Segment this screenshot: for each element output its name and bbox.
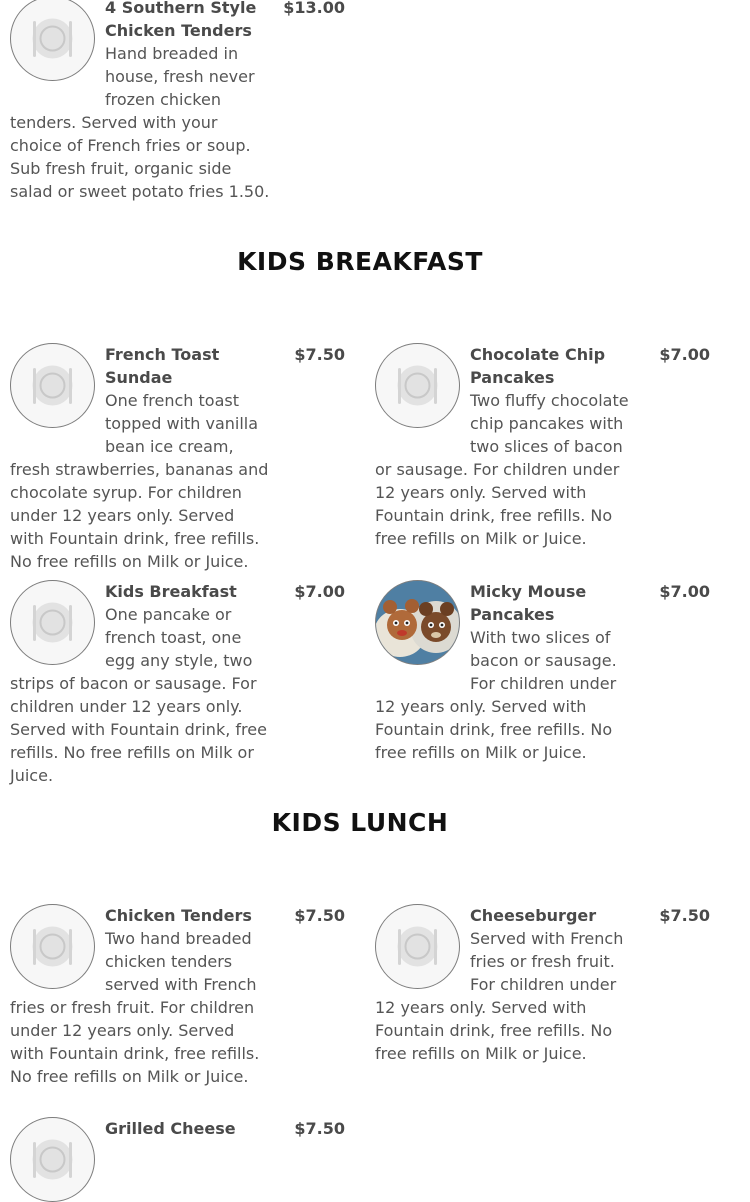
item-price: $7.00: [659, 345, 710, 364]
item-description: One french toast topped with vanilla bean ice cream, fresh strawberries, bananas and chocolate syrup. For children under 12 years only. Served with Fountain drink, free refills. No free refills on Milk or Juice.: [10, 391, 269, 571]
item-name: Chocolate Chip Pancakes: [470, 345, 606, 387]
plate-fork-knife-icon: [10, 580, 95, 665]
plate-fork-knife-icon: [375, 904, 460, 989]
item-description: One pancake or french toast, one egg any style, two strips of bacon or sausage. For children under 12 years only. Served with Fountain drink, free refills. No free refills on Milk or Juice.: [10, 605, 267, 785]
item-price: $7.50: [659, 906, 710, 925]
menu-item[interactable]: [10, 0, 345, 203]
item-name: 4 Southern Style Chicken Tenders: [105, 0, 257, 40]
item-description: Two hand breaded chicken tenders served with French fries or fresh fruit. For children under 12 years only. Served with Fountain drink, free refills. No free refills on Milk or Juice.: [10, 929, 260, 1086]
plate-fork-knife-icon: [10, 343, 95, 428]
item-description: Hand breaded in house, fresh never frozen chicken tenders. Served with your choice of French fries or soup. Sub fresh fruit, organic side salad or sweet potato fries 1.50.: [10, 44, 270, 201]
plate-fork-knife-icon: [375, 343, 460, 428]
menu-item[interactable]: [375, 904, 710, 1065]
item-price: $7.50: [294, 906, 345, 925]
pancake-photo[interactable]: [375, 580, 460, 665]
section-title-kids-breakfast: KIDS BREAKFAST: [237, 247, 483, 276]
item-name: Grilled Cheese: [105, 1119, 236, 1138]
plate-fork-knife-icon: [10, 0, 95, 81]
menu-item[interactable]: [375, 343, 710, 550]
menu-item[interactable]: [10, 904, 345, 1088]
menu-item[interactable]: [10, 1117, 345, 1140]
item-price: $7.50: [294, 345, 345, 364]
item-name: Kids Breakfast: [105, 582, 237, 601]
plate-fork-knife-icon: [10, 1117, 95, 1202]
section-title-kids-lunch: KIDS LUNCH: [271, 808, 449, 837]
item-name: Micky Mouse Pancakes: [470, 582, 587, 624]
menu-item[interactable]: [375, 580, 710, 764]
menu-item[interactable]: [10, 343, 345, 573]
item-price: $7.00: [659, 582, 710, 601]
plate-fork-knife-icon: [10, 904, 95, 989]
item-name: Chicken Tenders: [105, 906, 252, 925]
item-price: $7.00: [294, 582, 345, 601]
menu-item[interactable]: [10, 580, 345, 787]
item-price: $13.00: [283, 0, 345, 17]
item-description: Two fluffy chocolate chip pancakes with two slices of bacon or sausage. For children under 12 years only. Served with Fountain drink, free refills. No free refills on Milk or Juice.: [375, 391, 629, 548]
item-name: Cheeseburger: [470, 906, 597, 925]
item-description: With two slices of bacon or sausage. For children under 12 years only. Served with Fountain drink, free refills. No free refills on Milk or Juice.: [375, 628, 617, 762]
item-description: Served with French fries or fresh fruit. For children under 12 years only. Served with Fountain drink, free refills. No free refills on Milk or Juice.: [375, 929, 624, 1063]
item-price: $7.50: [294, 1119, 345, 1138]
item-name: French Toast Sundae: [105, 345, 220, 387]
